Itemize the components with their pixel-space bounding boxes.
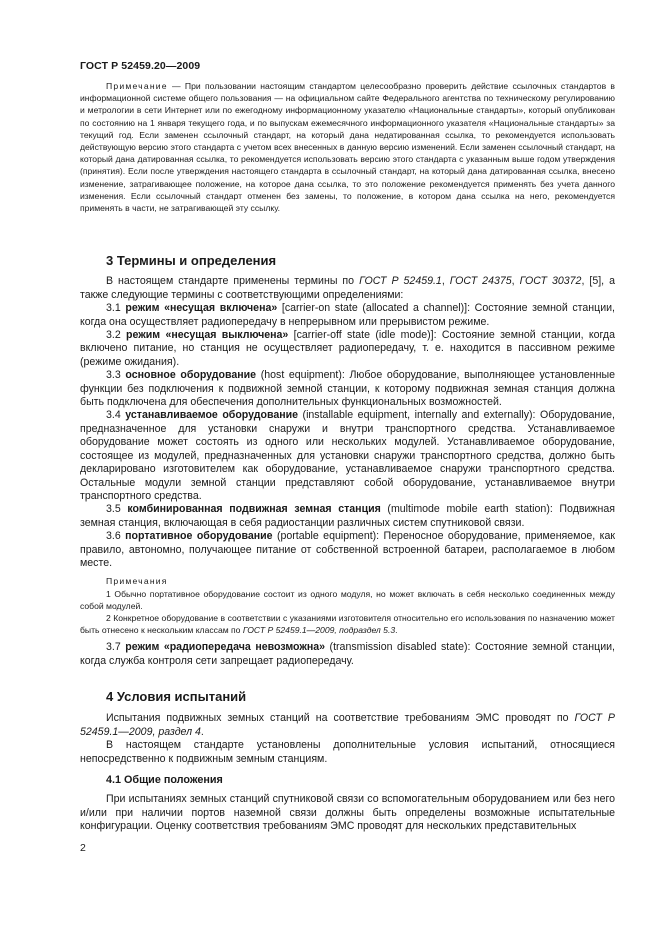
note-2: 2 Конкретное оборудование в соответствии с указаниями изготовителя относительно его использования по назначению может быть отнесено к нескольким классам по ГОСТ Р 52459.1—2009, подраздел 5.3. xyxy=(80,612,615,636)
ref-gost-52459-1-section-4: ГОСТ Р 52459.1—2009, раздел 4 xyxy=(80,712,615,738)
note-label: Примечание xyxy=(106,81,168,91)
term-3-4: 3.4 устанавливаемое оборудование (installable equipment, internally and externally): Оборудование, предназначенное для установки снаружи и внутри транспортного средства. Устанавливаемое оборудование может состоять из одного или нескольких модулей. Устанавливаемое оборудование, состоящее из модулей, предназначенных для установки снаружи транспортного средства, должно быть декларировано изготовителем как оборудование, устанавливаемое снаружи транспортного средства. Остальные модули земной станции представляют собой оборудование, устанавливаемое внутри транспортного средства. xyxy=(80,409,615,502)
section-4-p2: В настоящем стандарте установлены дополнительные условия испытаний, относящиеся непосредственно к подвижным земным станциям. xyxy=(80,739,615,765)
ref-gost-24375: ГОСТ 24375 xyxy=(449,275,512,288)
ref-gost-30372: ГОСТ 30372 xyxy=(519,275,582,288)
section-3-intro: В настоящем стандарте применены термины по ГОСТ Р 52459.1, ГОСТ 24375, ГОСТ 30372, [5], а также следующие термины с соответствующими определениями: xyxy=(80,275,615,301)
term-3-6: 3.6 портативное оборудование (portable equipment): Переносное оборудование, применяемое, как правило, автономно, получающее питание от собственной встроенной батареи, располагаемое в любом месте. xyxy=(80,530,615,569)
intro-note xyxy=(80,80,615,214)
notes-label: Примечания xyxy=(106,576,168,587)
subsection-4-1-title: 4.1 Общие положения xyxy=(106,774,223,787)
term-3-5: 3.5 комбинированная подвижная земная станция (multimode mobile earth station): Подвижная земная станция, включающая в себя радиостанции различных систем спутниковой связи. xyxy=(80,503,616,529)
section-3-title: 3 Термины и определения xyxy=(106,253,277,268)
section-4-p1: Испытания подвижных земных станций на соответствие требованиям ЭМС проводят по ГОСТ Р 52459.1—2009, раздел 4. xyxy=(80,712,615,738)
term-3-7: 3.7 режим «радиопередача невозможна» (transmission disabled state): Состояние земной станции, когда служба контроля сети запрещает радиопередачу. xyxy=(80,641,615,667)
note-1: 1 Обычно портативное оборудование состоит из одного модуля, но может включать в себя несколько соединенных между собой модулей. xyxy=(80,588,615,611)
term-3-3: 3.3 основное оборудование (host equipment): Любое оборудование, выполняющее установленные функции без подключения к подвижной земной станции, к которому подвижная земная станция должна быть подключена для обеспечения дополнительных функциональных возможностей. xyxy=(80,369,615,409)
section-4 xyxy=(80,690,615,834)
terms-notes xyxy=(80,575,615,636)
term-3-2: 3.2 режим «несущая выключена» [carrier-off state (idle mode)]: Состояние земной станции, когда включено питание, но станция не осуществляет радиопередачу, т. е. находится в пассивном режиме (режиме ожидания). xyxy=(80,329,615,368)
section-3 xyxy=(80,254,615,668)
subsection-4-1-text: При испытаниях земных станций спутниковой связи со вспомогательным оборудованием или без него и/или при наличии портов наземной связи должны быть определены возможные испытательные конфигурации. Оценку соответствия требованиям ЭМС проводят для нескольких представительных xyxy=(80,793,615,833)
note-text: — При пользовании настоящим стандартом целесообразно проверить действие ссылочных стандартов в информационной системе общего пользования — на официальном сайте Федерального агентства по техническому регулированию и метрологии в сети Интернет или по ежегодному информационному указателю «Национальные стандарты», который опубликован по состоянию на 1 января текущего года, и по выпускам ежемесячного информационного указателя «Национальные стандарты» за текущий год. Если заменен ссылочный стандарт, на который дана недатированная ссылка, то рекомендуется использовать действующую версию этого стандарта с учетом всех внесенных в данную версию изменений. Если заменен ссылочный стандарт, на который дана датированная ссылка, то рекомендуется использовать версию этого стандарта с указанным выше годом утверждения (принятия). Если после утверждения настоящего стандарта в ссылочный стандарт, на который дана датированная ссылка, внесено изменение, затрагивающее положение, на которое дана ссылка, то это положение рекомендуется применять без учета данного изменения. Если ссылочный стандарт отменен без замены, то положение, в котором дана ссылка на него, рекомендуется применять в части, не затрагивающей эту ссылку. xyxy=(80,81,615,214)
term-3-1: 3.1 режим «несущая включена» [carrier-on state (allocated a channel)]: Состояние земной станции, когда она осуществляет радиопередачу в непрерывном или прерывистом режиме. xyxy=(80,302,616,328)
page-header-standard: ГОСТ Р 52459.20—2009 xyxy=(80,60,201,72)
section-4-title: 4 Условия испытаний xyxy=(106,689,247,704)
page-number: 2 xyxy=(80,842,86,854)
ref-gost-52459-1: ГОСТ Р 52459.1 xyxy=(359,275,442,288)
